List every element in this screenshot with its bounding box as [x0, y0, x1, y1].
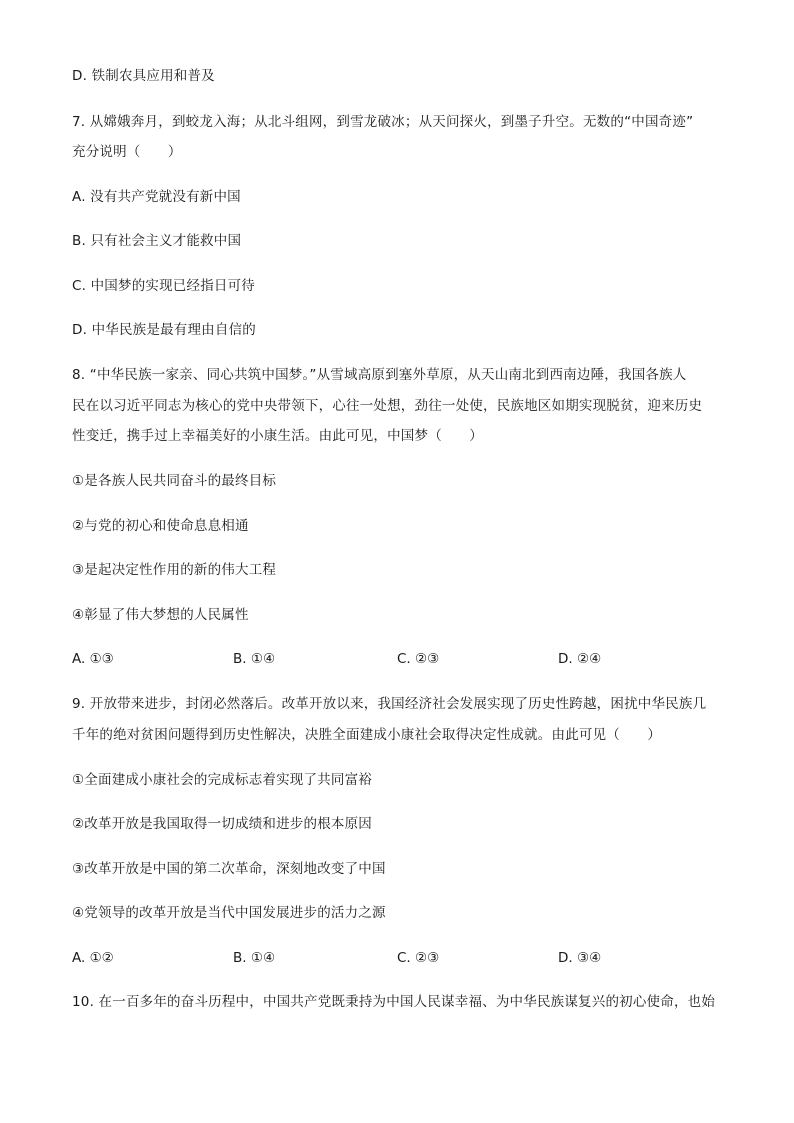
q9-choice-b: B. ①④ [233, 950, 276, 966]
q8-stem-line-3: 性变迁，携手过上幸福美好的小康生活。由此可见，中国梦（ ） [72, 428, 483, 444]
q8-choice-c: C. ②③ [397, 651, 440, 667]
q8-item-2: ②与党的初心和使命息息相通 [72, 518, 249, 534]
q7-stem-line-2: 充分说明（ ） [72, 144, 182, 160]
q9-item-4: ④党领导的改革开放是当代中国发展进步的活力之源 [72, 905, 386, 921]
q8-item-1: ①是各族人民共同奋斗的最终目标 [72, 473, 277, 489]
q8-item-3: ③是起决定性作用的新的伟大工程 [72, 562, 277, 578]
q8-choice-d: D. ②④ [558, 651, 602, 667]
q9-stem-line-2: 千年的绝对贫困问题得到历史性解决，决胜全面建成小康社会取得决定性成就。由此可见（ ） [72, 727, 662, 743]
q8-choice-a: A. ①③ [72, 651, 114, 667]
q7-option-c: C. 中国梦的实现已经指日可待 [72, 278, 256, 294]
q9-item-2: ②改革开放是我国取得一切成绩和进步的根本原因 [72, 816, 373, 832]
q7-option-b: B. 只有社会主义才能救中国 [72, 233, 242, 249]
q7-option-d: D. 中华民族是最有理由自信的 [72, 322, 256, 338]
q8-item-4: ④彰显了伟大梦想的人民属性 [72, 607, 249, 623]
q6-option-d: D. 铁制农具应用和普及 [72, 68, 215, 84]
q8-choice-b: B. ①④ [233, 651, 276, 667]
q8-stem-line-1: 8. “中华民族一家亲、同心共筑中国梦。”从雪域高原到塞外草原，从天山南北到西南边陲，我国各族人 [72, 367, 687, 383]
q8-stem-line-2: 民在以习近平同志为核心的党中央带领下，心往一处想，劲往一处使，民族地区如期实现脱贫，迎来历史 [72, 398, 703, 414]
q9-choice-d: D. ③④ [558, 950, 602, 966]
q9-item-1: ①全面建成小康社会的完成标志着实现了共同富裕 [72, 772, 373, 788]
q7-stem-line-1: 7. 从嫦娥奔月，到蛟龙入海；从北斗组网，到雪龙破冰；从天问探火，到墨子升空。无数的“中国奇迹” [72, 114, 694, 130]
q9-choice-c: C. ②③ [397, 950, 440, 966]
q7-option-a: A. 没有共产党就没有新中国 [72, 189, 241, 205]
q9-item-3: ③改革开放是中国的第二次革命，深刻地改变了中国 [72, 861, 386, 877]
q10-stem-line-1: 10. 在一百多年的奋斗历程中，中国共产党既秉持为中国人民谋幸福、为中华民族谋复兴的初心使命，也始 [72, 994, 716, 1010]
q9-stem-line-1: 9. 开放带来进步，封闭必然落后。改革开放以来，我国经济社会发展实现了历史性跨越，困扰中华民族几 [72, 696, 707, 712]
q9-choice-a: A. ①② [72, 950, 114, 966]
